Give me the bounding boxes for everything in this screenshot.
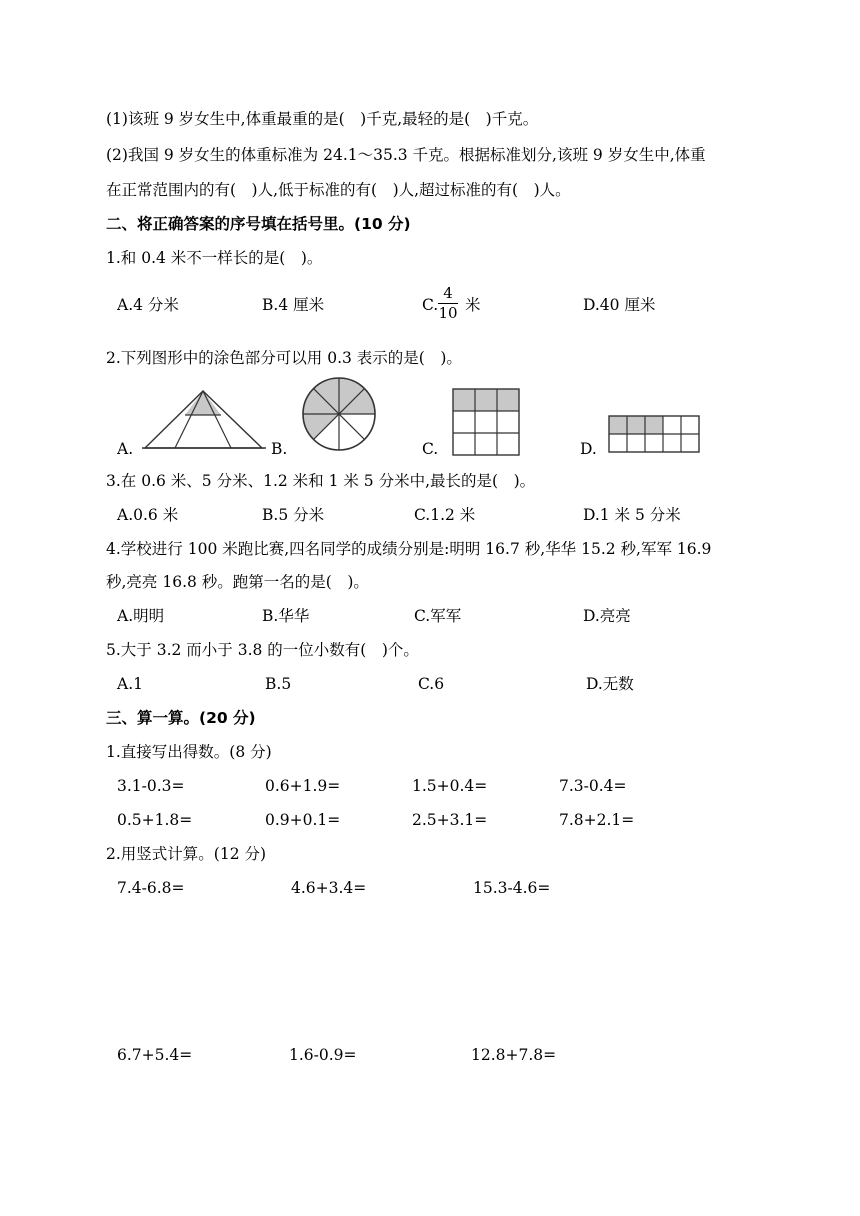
s2-q2-option-d: D.: [580, 440, 597, 458]
s2-q3-option-a: A.0.6 米: [117, 506, 179, 524]
s2-q1-option-c-unit: 米: [465, 296, 481, 314]
section-3-heading: 三、算一算。(20 分): [106, 709, 256, 727]
s2-q5-stem: 5.大于 3.2 而小于 3.8 的一位小数有( )个。: [106, 641, 419, 659]
s3-q2-vertical-calc: 15.3-4.6=: [473, 879, 551, 897]
figure-b-circle: [299, 374, 379, 454]
s3-q2-vertical-calc: 6.7+5.4=: [117, 1046, 193, 1064]
figure-a-triangle: [140, 385, 270, 455]
question-weight-max-min: (1)该班 9 岁女生中,体重最重的是( )千克,最轻的是( )千克。: [106, 110, 539, 128]
s2-q5-option-b: B.5: [265, 675, 292, 693]
question-weight-standard-line1: (2)我国 9 岁女生的体重标准为 24.1～35.3 千克。根据标准划分,该班 9 岁女生中,体重: [106, 146, 706, 164]
s2-q4-stem-line1: 4.学校进行 100 米跑比赛,四名同学的成绩分别是:明明 16.7 秒,华华 15.2 秒,军军 16.9: [106, 540, 712, 558]
fraction-numerator: 4: [443, 284, 453, 302]
s2-q5-option-c: C.6: [418, 675, 445, 693]
s2-q5-option-a: A.1: [117, 675, 143, 693]
s3-q1-calc: 0.6+1.9=: [265, 777, 341, 795]
s2-q1-option-d: D.40 厘米: [583, 296, 656, 314]
s3-q1-calc: 2.5+3.1=: [412, 811, 488, 829]
figure-c-grid: [451, 387, 521, 457]
s2-q3-stem: 3.在 0.6 米、5 分米、1.2 米和 1 米 5 分米中,最长的是( )。: [106, 472, 536, 490]
s2-q2-option-a: A.: [117, 440, 134, 458]
s2-q2-option-c: C.: [422, 440, 439, 458]
s3-q1-calc: 3.1-0.3=: [117, 777, 185, 795]
s2-q4-option-d: D.亮亮: [583, 607, 631, 625]
s2-q1-stem: 1.和 0.4 米不一样长的是( )。: [106, 249, 323, 267]
s3-q2-stem: 2.用竖式计算。(12 分): [106, 845, 267, 863]
s3-q1-calc: 7.3-0.4=: [559, 777, 627, 795]
figure-d-grid: [607, 414, 701, 456]
s2-q3-option-c: C.1.2 米: [414, 506, 476, 524]
s2-q1-option-b: B.4 厘米: [262, 296, 325, 314]
s2-q3-option-d: D.1 米 5 分米: [583, 506, 681, 524]
question-weight-standard-line2: 在正常范围内的有( )人,低于标准的有( )人,超过标准的有( )人。: [106, 181, 571, 199]
s2-q4-option-c: C.军军: [414, 607, 462, 625]
s3-q1-calc: 0.5+1.8=: [117, 811, 193, 829]
s2-q1-option-c-fraction: [438, 285, 458, 322]
s2-q5-option-d: D.无数: [586, 675, 634, 693]
s2-q4-stem-line2: 秒,亮亮 16.8 秒。跑第一名的是( )。: [106, 573, 369, 591]
s2-q1-option-a: A.4 分米: [117, 296, 179, 314]
s2-q4-option-b: B.华华: [262, 607, 310, 625]
fraction-denominator: 10: [438, 304, 458, 322]
s3-q1-calc: 7.8+2.1=: [559, 811, 635, 829]
s3-q1-calc: 0.9+0.1=: [265, 811, 341, 829]
s3-q2-vertical-calc: 7.4-6.8=: [117, 879, 185, 897]
s3-q1-calc: 1.5+0.4=: [412, 777, 488, 795]
s3-q1-stem: 1.直接写出得数。(8 分): [106, 743, 272, 761]
s3-q2-vertical-calc: 1.6-0.9=: [289, 1046, 357, 1064]
s2-q2-option-b: B.: [271, 440, 288, 458]
s2-q3-option-b: B.5 分米: [262, 506, 325, 524]
s2-q4-option-a: A.明明: [117, 607, 165, 625]
s2-q1-option-c-prefix: C.: [422, 296, 439, 314]
s3-q2-vertical-calc: 4.6+3.4=: [291, 879, 367, 897]
s3-q2-vertical-calc: 12.8+7.8=: [471, 1046, 557, 1064]
s2-q2-stem: 2.下列图形中的涂色部分可以用 0.3 表示的是( )。: [106, 349, 462, 367]
section-2-heading: 二、将正确答案的序号填在括号里。(10 分): [106, 215, 411, 233]
